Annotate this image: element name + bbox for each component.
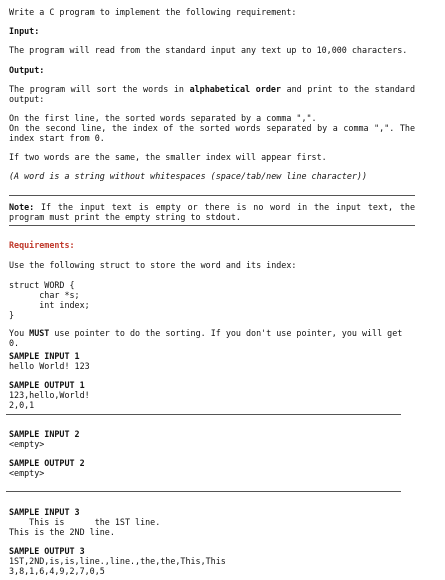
sample-input-2-label: SAMPLE INPUT 2 (9, 429, 80, 439)
sample-input-1-label: SAMPLE INPUT 1 (9, 351, 80, 361)
sample-input-1: hello World! 123 (9, 361, 90, 371)
sample-output-1: 123,hello,World! 2,0,1 (9, 390, 90, 410)
pointer-text-start: You (9, 328, 30, 338)
sample-input-3-label: SAMPLE INPUT 3 (9, 507, 80, 517)
sample-input-3: This is the 1ST line. This is the 2ND line. (9, 517, 161, 537)
divider-note-bottom (9, 225, 415, 226)
struct-code-block: struct WORD { char *s; int index; } (9, 280, 90, 320)
divider-sample-1 (6, 414, 401, 415)
must-emphasis: MUST (29, 328, 50, 338)
divider-sample-2 (6, 491, 401, 492)
output-text-start: The program will sort the words in (9, 84, 190, 94)
divider-note-top (9, 195, 415, 196)
input-description: The program will read from the standard input any text up to 10,000 characters. (9, 45, 408, 55)
sample-output-3-label: SAMPLE OUTPUT 3 (9, 546, 85, 556)
sample-input-2: <empty> (9, 439, 45, 449)
note-label: Note: (9, 202, 35, 212)
struct-instruction: Use the following struct to store the word and its index: (9, 260, 297, 270)
input-heading: Input: (9, 26, 40, 36)
output-heading: Output: (9, 65, 45, 75)
same-words-rule: If two words are the same, the smaller index will appear first. (9, 152, 327, 162)
sample-output-3: 1ST,2ND,is,is,line.,line.,the,the,This,This 3,8,1,6,4,9,2,7,0,5 (9, 556, 226, 576)
sample-output-2: <empty> (9, 468, 45, 478)
word-definition: (A word is a string without whitespaces (space/tab/new line character)) (9, 171, 367, 181)
sample-output-1-label: SAMPLE OUTPUT 1 (9, 380, 85, 390)
first-line-rule: On the first line, the sorted words separated by a comma ",". (9, 113, 317, 123)
sample-output-2-label: SAMPLE OUTPUT 2 (9, 458, 85, 468)
alphabetical-order-emphasis: alphabetical order (189, 84, 281, 94)
output-description (9, 84, 421, 104)
intro-text: Write a C program to implement the following requirement: (9, 7, 297, 17)
requirements-heading: Requirements: (9, 240, 75, 250)
pointer-text-end: use pointer to do the sorting. If you don't use pointer, you will get 0. (9, 328, 408, 348)
second-line-rule: On the second line, the index of the sorted words separated by a comma ",". The index start from 0. (9, 123, 421, 143)
note-text: If the input text is empty or there is no word in the input text, the program must print the empty string to stdout. (9, 202, 421, 222)
output-text-end: and print to the standard output: (9, 84, 421, 104)
pointer-requirement (9, 328, 415, 348)
note-block (9, 202, 421, 222)
